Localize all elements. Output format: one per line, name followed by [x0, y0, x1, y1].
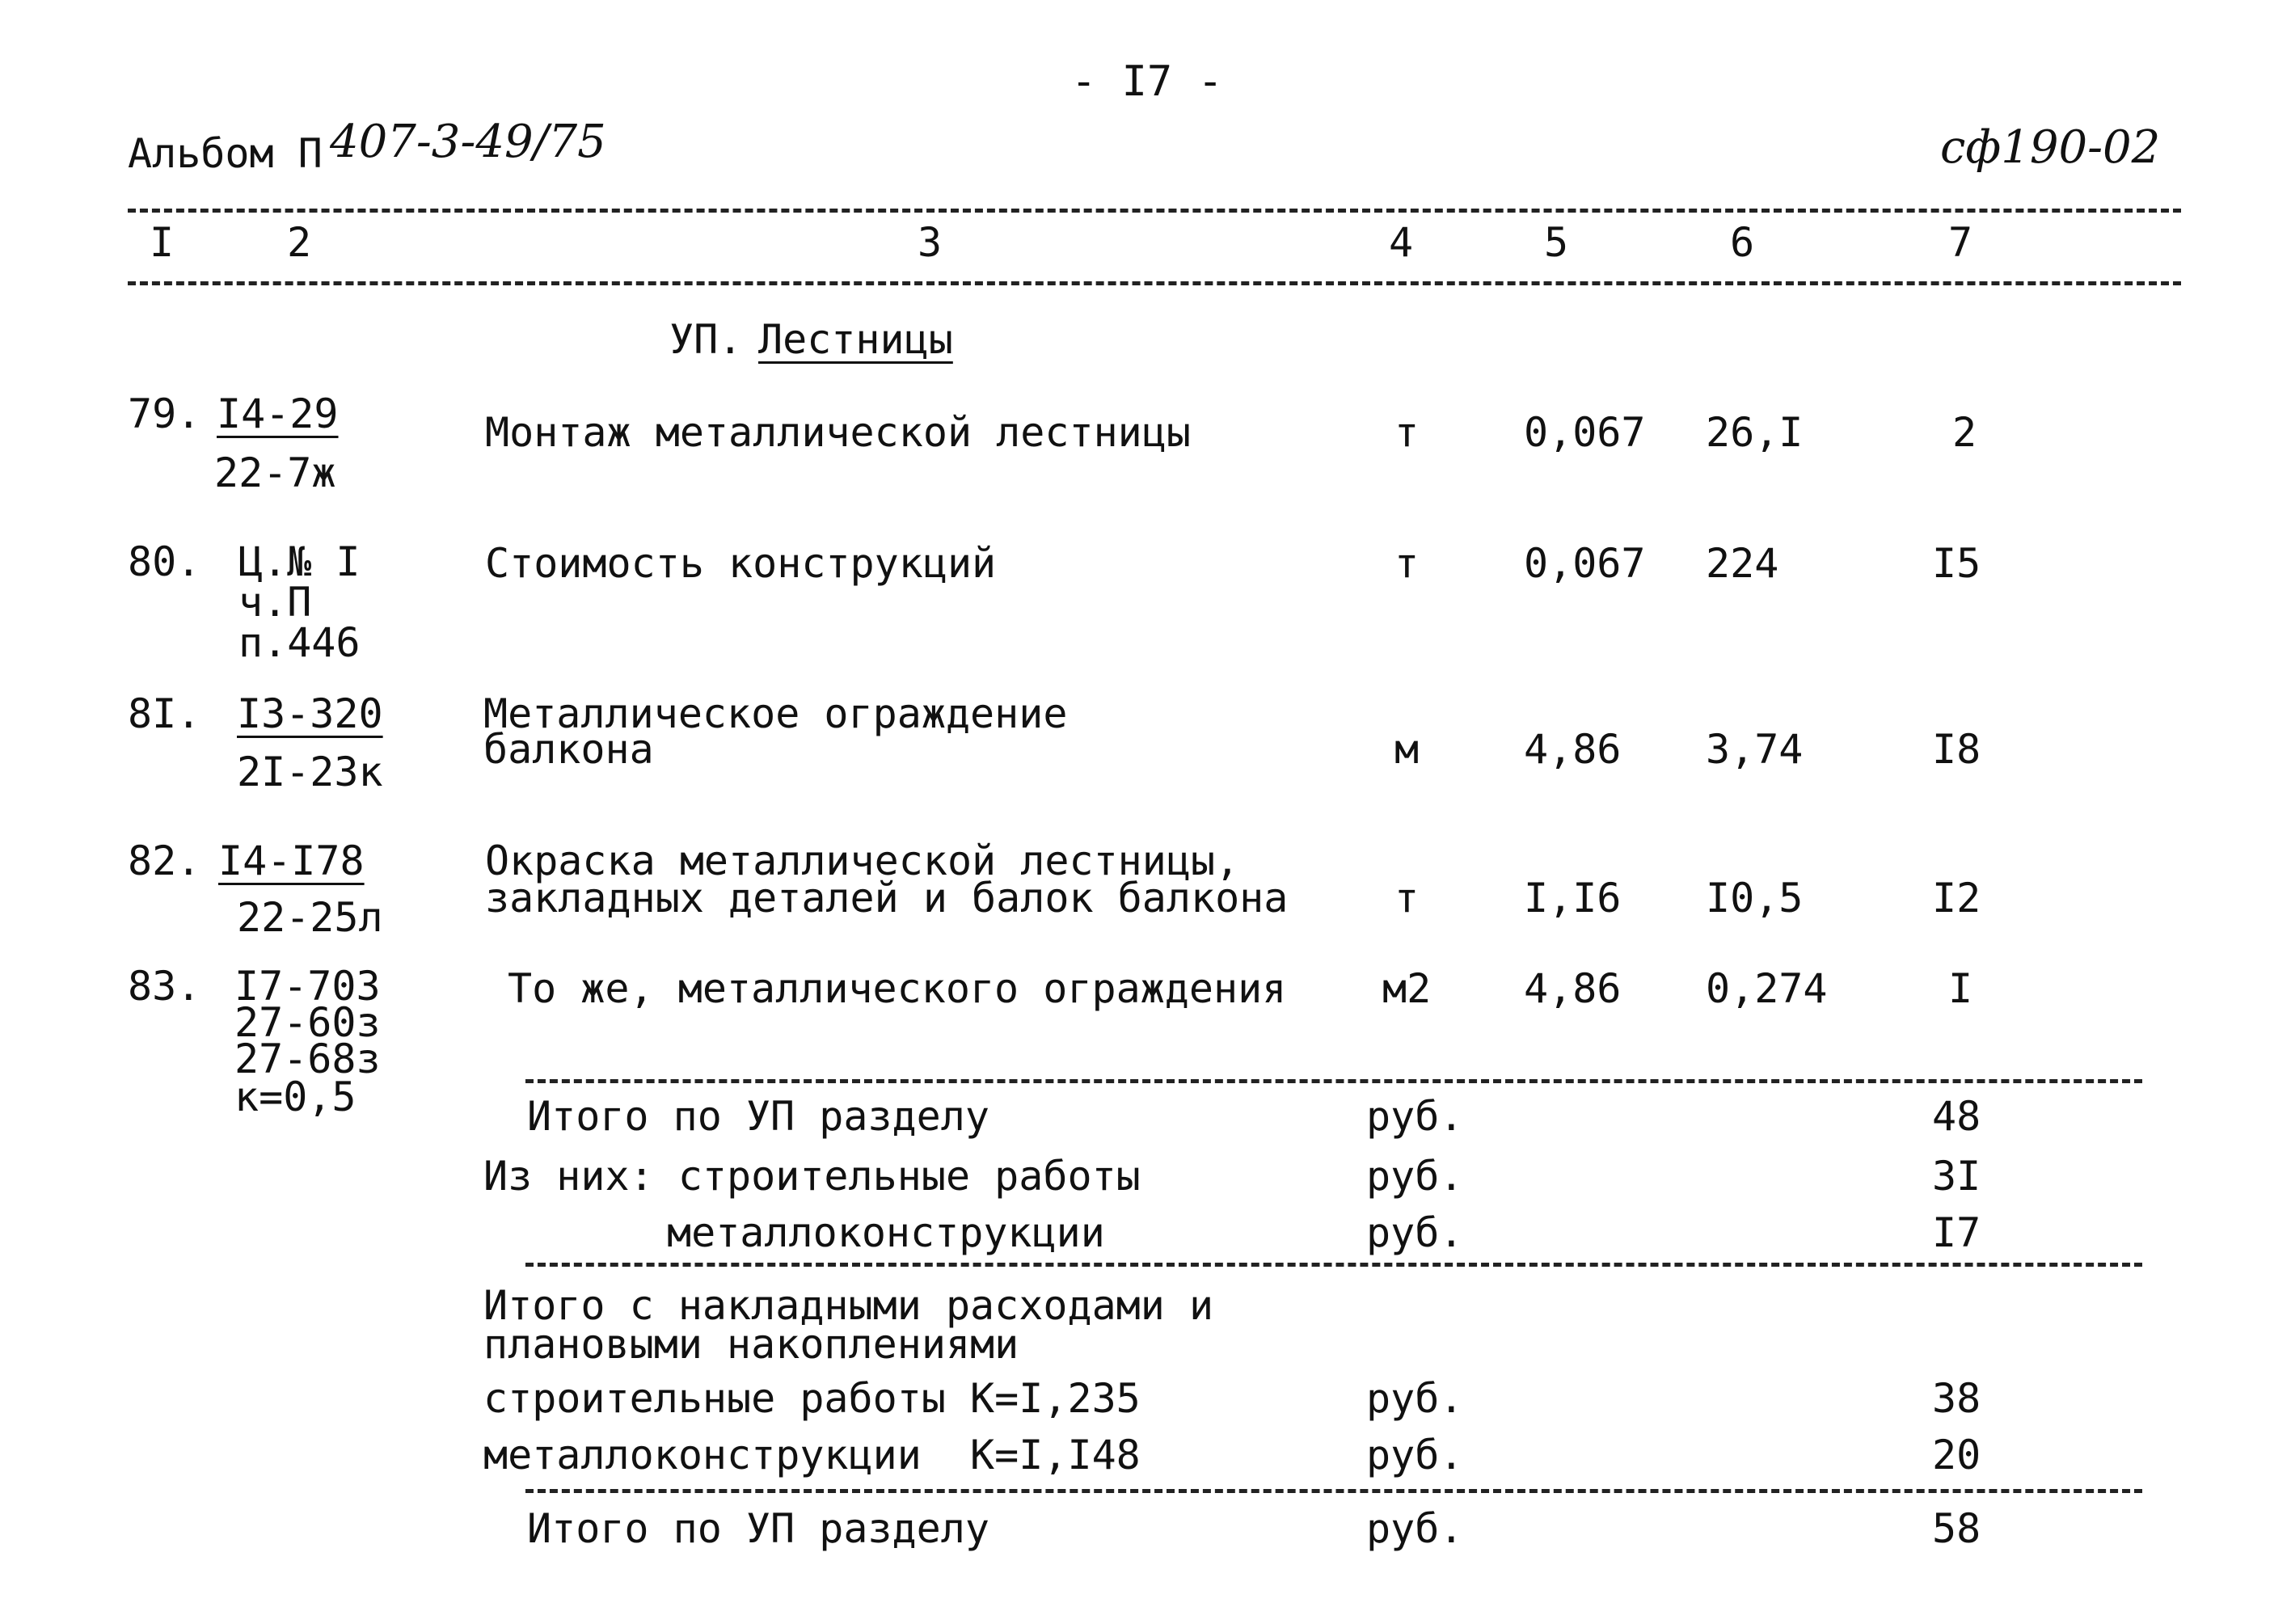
row-ref-line: п.446: [238, 619, 361, 666]
metal-label: металлоконструкции: [667, 1209, 1105, 1256]
row-number: 82.: [128, 837, 201, 884]
construction-k-label: строительные работы К=I,235: [483, 1375, 1141, 1422]
row-unit: м2: [1382, 965, 1432, 1012]
row-quantity: 4,86: [1524, 965, 1622, 1012]
final-total-unit: руб.: [1366, 1505, 1464, 1552]
header-rule-top: [128, 209, 2181, 213]
row-ref-line: 22-25л: [237, 894, 383, 941]
row-total: I2: [1932, 875, 1981, 922]
row-description: Окраска металлической лестницы,: [485, 837, 1240, 884]
col-header-2: 2: [287, 219, 312, 266]
final-total-value: 58: [1932, 1505, 1981, 1552]
row-ref-line: I4-29: [217, 390, 339, 437]
totals-rule-middle: [525, 1263, 2142, 1267]
row-ref-line: к=0,5: [234, 1074, 357, 1120]
totals-rule-top: [525, 1079, 2142, 1083]
row-ref-line: Ц.№ I: [238, 538, 361, 585]
section-title-prefix: УП.: [669, 316, 743, 363]
row-total: I8: [1932, 726, 1981, 773]
row-price: 0,274: [1706, 965, 1828, 1012]
col-header-4: 4: [1389, 219, 1414, 266]
row-ref-line: I3-320: [237, 690, 383, 737]
overhead-label-line1: Итого с накладными расходами и: [483, 1282, 1214, 1329]
construction-k-unit: руб.: [1366, 1375, 1464, 1422]
row-quantity: 4,86: [1524, 726, 1622, 773]
row-ref-line: 27-60з: [234, 999, 381, 1046]
row-unit: т: [1394, 540, 1420, 587]
row-ref-line: I7-703: [234, 963, 381, 1010]
row-description: Монтаж металлической лестницы: [485, 409, 1191, 456]
row-unit: м: [1394, 726, 1420, 773]
row-description: закладных деталей и балок балкона: [485, 875, 1289, 922]
row-description: балкона: [483, 726, 654, 773]
row-ref-line: I4-I78: [218, 837, 365, 884]
page-number: - I7 -: [1071, 57, 1223, 106]
row-total: I5: [1932, 540, 1981, 587]
row-description: Металлическое ограждение: [483, 690, 1068, 737]
totals-rule-bottom: [525, 1489, 2142, 1493]
row-price: 224: [1706, 540, 1779, 587]
col-header-6: 6: [1730, 219, 1755, 266]
row-price: 3,74: [1706, 726, 1804, 773]
row-number: 80.: [128, 538, 201, 585]
header-rule-bottom: [128, 281, 2181, 285]
col-header-5: 5: [1544, 219, 1569, 266]
overhead-label-line2: плановыми накоплениями: [483, 1321, 1019, 1368]
row-price: 26,I: [1706, 409, 1804, 456]
metal-k-label: металлоконструкции К=I,I48: [483, 1432, 1141, 1478]
of-them-unit: руб.: [1366, 1153, 1464, 1200]
row-quantity: 0,067: [1524, 540, 1646, 587]
row-ref-line: 27-68з: [234, 1036, 381, 1082]
row-total: I: [1948, 965, 1973, 1012]
metal-k-unit: руб.: [1366, 1432, 1464, 1478]
construction-k-value: 38: [1932, 1375, 1981, 1422]
section-total-label: Итого по УП разделу: [527, 1093, 989, 1140]
row-number: 79.: [128, 390, 201, 437]
handwritten-code: сф190-02: [1940, 121, 2161, 174]
col-header-7: 7: [1948, 219, 1973, 266]
album-label: Альбом П: [128, 130, 323, 177]
row-number: 8I.: [128, 690, 201, 737]
col-header-3: 3: [918, 219, 943, 266]
final-total-label: Итого по УП разделу: [527, 1505, 989, 1552]
metal-value: I7: [1932, 1209, 1981, 1256]
row-total: 2: [1952, 409, 1977, 456]
row-description: То же, металлического ограждения: [508, 965, 1287, 1012]
row-ref-line: 22-7ж: [214, 449, 336, 496]
metal-unit: руб.: [1366, 1209, 1464, 1256]
row-price: I0,5: [1706, 875, 1804, 922]
row-number: 83.: [128, 963, 201, 1010]
row-quantity: I,I6: [1524, 875, 1622, 922]
row-unit: т: [1394, 409, 1420, 456]
album-code: 407-3-49/75: [330, 116, 606, 168]
row-ref-line: 2I-23к: [237, 749, 383, 795]
section-total-unit: руб.: [1366, 1093, 1464, 1140]
row-description: Стоимость конструкций: [485, 540, 997, 587]
section-title: Лестницы: [758, 316, 953, 363]
row-ref-line: ч.П: [238, 579, 312, 626]
row-quantity: 0,067: [1524, 409, 1646, 456]
row-unit: т: [1394, 875, 1420, 922]
metal-k-value: 20: [1932, 1432, 1981, 1478]
col-header-1: I: [150, 219, 175, 266]
section-total-value: 48: [1932, 1093, 1981, 1140]
of-them-value: 3I: [1932, 1153, 1981, 1200]
of-them-label: Из них: строительные работы: [483, 1153, 1141, 1200]
